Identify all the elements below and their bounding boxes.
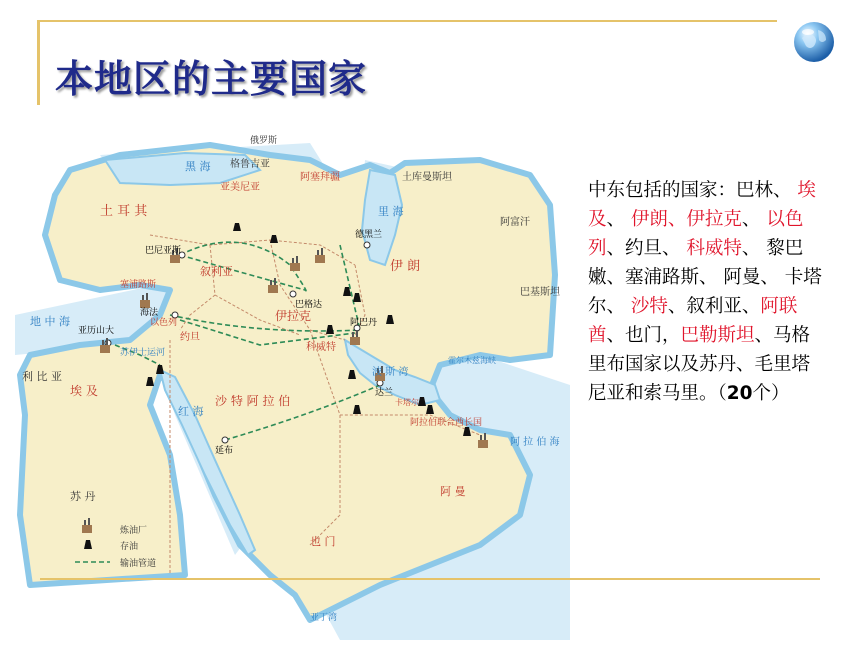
- tehran-dot: [364, 242, 370, 248]
- label-israel: 以色列: [150, 318, 178, 328]
- label-black-sea: 黑 海: [185, 160, 211, 173]
- globe-icon: [792, 20, 836, 64]
- desc-part: 、: [741, 209, 767, 230]
- title-accent-vertical-rule: [37, 20, 40, 105]
- desc-part: 、也门，: [606, 325, 681, 346]
- label-dhahran: 达兰: [375, 388, 394, 398]
- label-mediterranean: 地 中 海: [30, 315, 70, 328]
- title-accent-horizontal-rule: [37, 20, 777, 22]
- label-caspian: 里 海: [378, 205, 404, 218]
- label-hormuz: 霍尔木兹海峡: [448, 356, 496, 365]
- desc-part: 、: [606, 209, 631, 230]
- desc-part: 、 黎巴嫩、塞浦路斯、 阿曼、 卡塔尔、: [588, 238, 822, 317]
- label-armenia: 亚美尼亚: [220, 182, 260, 193]
- label-baghdad: 巴格达: [295, 300, 323, 310]
- desc-part: 中东包括的国家：巴林、: [588, 180, 792, 201]
- desc-saudi: 沙特: [630, 296, 668, 317]
- label-qatar: 卡塔尔: [395, 398, 419, 407]
- footer-rule: [40, 578, 820, 580]
- middle-east-map: [10, 115, 575, 640]
- desc-uae: 阿联酋: [588, 296, 798, 346]
- label-uae: 阿拉伯联合酋长国: [410, 418, 483, 428]
- label-afghanistan: 阿富汗: [500, 217, 530, 228]
- desc-israel: 以色列: [588, 209, 804, 259]
- label-turkmenistan: 土库曼斯坦: [402, 172, 452, 183]
- label-iraq: 伊拉克: [275, 309, 312, 323]
- label-egypt: 埃 及: [70, 384, 98, 398]
- label-cyprus: 塞浦路斯: [120, 280, 157, 290]
- label-turkey: 土 耳 其: [100, 204, 148, 219]
- legend-refinery-label: 炼油厂: [120, 526, 148, 536]
- label-georgia: 格鲁吉亚: [230, 159, 270, 170]
- slide-title: 本地区的主要国家: [55, 57, 368, 101]
- label-iran: 伊 朗: [390, 259, 421, 274]
- desc-egypt: 埃及: [588, 180, 816, 230]
- label-gulf-of-aden: 亚丁湾: [310, 613, 338, 623]
- desc-iran-iraq: 伊朗、伊拉克: [630, 209, 742, 230]
- label-russia: 俄罗斯: [250, 136, 278, 146]
- label-red-sea: 红 海: [178, 405, 204, 418]
- label-oman: 阿 曼: [440, 485, 466, 498]
- desc-part: 、约旦、: [606, 238, 687, 259]
- label-saudi: 沙 特 阿 拉 伯: [215, 394, 291, 408]
- label-arabian-sea: 阿 拉 伯 海: [510, 437, 560, 448]
- desc-palestine: 巴勒斯坦: [680, 325, 755, 346]
- label-alexandria: 亚历山大: [78, 326, 115, 336]
- label-abadan: 阿巴丹: [350, 318, 378, 328]
- label-gulf: 波 斯 湾: [372, 367, 409, 378]
- label-azerbaijan: 阿塞拜疆: [300, 172, 340, 183]
- desc-part: 个）: [752, 383, 790, 404]
- label-baniyas: 巴尼亚斯: [145, 246, 182, 256]
- label-kuwait: 科威特: [306, 342, 336, 353]
- desc-count: 20: [726, 383, 753, 404]
- legend-oil-tank-label: 存油: [120, 542, 139, 552]
- desc-kuwait: 科威特: [686, 238, 742, 259]
- label-yanbu: 延布: [215, 446, 234, 456]
- country-list-text: [588, 176, 828, 408]
- label-libya: 利 比 亚: [22, 370, 62, 383]
- label-sudan: 苏 丹: [70, 490, 96, 503]
- label-haifa: 海法: [140, 308, 159, 318]
- label-jordan: 约旦: [180, 332, 200, 343]
- label-syria: 叙利亚: [200, 265, 233, 278]
- legend-pipeline-label: 输油管道: [120, 559, 157, 569]
- desc-part: 、叙利亚、: [667, 296, 761, 317]
- baghdad-dot: [290, 291, 296, 297]
- label-suez: 苏伊士运河: [120, 348, 166, 358]
- label-yemen: 也 门: [310, 535, 336, 548]
- label-pakistan: 巴基斯坦: [520, 287, 560, 298]
- yanbu-dot: [222, 437, 228, 443]
- label-tehran: 德黑兰: [355, 230, 383, 240]
- desc-part: 、马格里布国家以及苏丹、毛里塔尼亚和索马里。（: [588, 325, 811, 404]
